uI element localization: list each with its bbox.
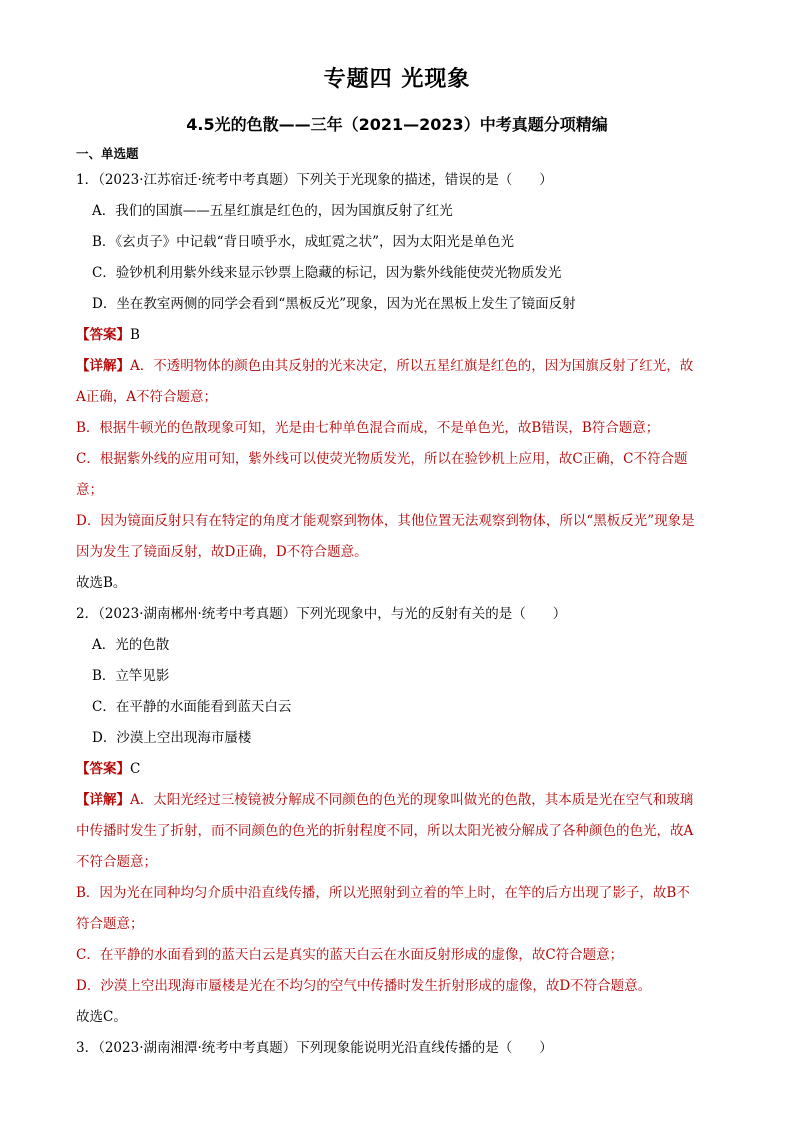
option-b: B．《玄贞子》中记载“背日喷乎水，成虹霓之状”，因为太阳光是单色光 bbox=[92, 234, 514, 250]
answer-label: 【答案】 bbox=[76, 327, 130, 343]
detail-text: 意； bbox=[76, 482, 103, 498]
question-stem: 3．（2023·湖南湘潭·统考中考真题）下列现象能说明光沿直线传播的是（ ） bbox=[76, 1040, 553, 1056]
answer-line bbox=[76, 754, 726, 785]
option-c: C．在平静的水面能看到蓝天白云 bbox=[92, 699, 292, 715]
detail-text: B．根据牛顿光的色散现象可知，光是由七种单色混合而成，不是单色光，故B错误，B符合题意； bbox=[76, 420, 660, 436]
detail-text: 符合题意； bbox=[76, 916, 144, 932]
option-d: D．沙漠上空出现海市蜃楼 bbox=[92, 730, 252, 746]
detail-text: 中传播时发生了折射，而不同颜色的色光的折射程度不同，所以太阳光被分解成了各种颜色的色光，故A bbox=[76, 823, 694, 839]
detail-text: 不符合题意； bbox=[76, 854, 157, 870]
detail-label: 【详解】 bbox=[76, 358, 130, 374]
question-2 bbox=[76, 599, 726, 1033]
section-heading: 一、单选题 bbox=[76, 146, 139, 161]
detail-text: A．太阳光经过三棱镜被分解成不同颜色的色光的现象叫做光的色散，其本质是光在空气和玻璃 bbox=[130, 792, 694, 808]
page-title: 专题四 光现象 bbox=[323, 67, 471, 92]
detail-text: D．因为镜面反射只有在特定的角度才能观察到物体，其他位置无法观察到物体，所以“黑板反光”现象是 bbox=[76, 513, 695, 529]
detail-text: A．不透明物体的颜色由其反射的光来决定，所以五星红旗是红色的，因为国旗反射了红光，故 bbox=[130, 358, 694, 374]
answer-label: 【答案】 bbox=[76, 761, 130, 777]
detail-text: B．因为光在同种均匀介质中沿直线传播，所以光照射到立着的竿上时，在竿的后方出现了影子，故B不 bbox=[76, 885, 690, 901]
detail-text: D．沙漠上空出现海市蜃楼是光在不均匀的空气中传播时发生折射形成的虚像，故D不符合题意。 bbox=[76, 978, 652, 994]
question-1 bbox=[76, 165, 726, 599]
option-c: C．验钞机利用紫外线来显示钞票上隐藏的标记，因为紫外线能使荧光物质发光 bbox=[92, 265, 562, 281]
detail-label: 【详解】 bbox=[76, 792, 130, 808]
detail-text: 因为发生了镜面反射，故D正确，D不符合题意。 bbox=[76, 544, 368, 560]
page-subtitle: 4.5光的色散——三年（2021—2023）中考真题分项精编 bbox=[186, 115, 608, 134]
detail-text: C．根据紫外线的应用可知，紫外线可以使荧光物质发光，所以在验钞机上应用，故C正确，C不符合题 bbox=[76, 451, 688, 467]
conclusion: 故选B。 bbox=[76, 575, 127, 591]
answer-line bbox=[76, 320, 726, 351]
question-stem: 2．（2023·湖南郴州·统考中考真题）下列光现象中，与光的反射有关的是（ ） bbox=[76, 606, 567, 622]
option-d: D．坐在教室两侧的同学会看到“黑板反光”现象，因为光在黑板上发生了镜面反射 bbox=[92, 296, 576, 312]
option-b: B．立竿见影 bbox=[92, 668, 170, 684]
answer-value: B bbox=[130, 327, 140, 343]
detail-line bbox=[76, 785, 726, 816]
conclusion: 故选C。 bbox=[76, 1009, 127, 1025]
detail-text: C．在平静的水面看到的蓝天白云是真实的蓝天白云在水面反射形成的虚像，故C符合题意； bbox=[76, 947, 624, 963]
document-body bbox=[76, 143, 726, 1064]
detail-line bbox=[76, 351, 726, 382]
detail-text: A正确，A不符合题意； bbox=[76, 389, 217, 405]
answer-value: C bbox=[130, 761, 141, 777]
question-3 bbox=[76, 1033, 726, 1064]
option-a: A．我们的国旗——五星红旗是红色的，因为国旗反射了红光 bbox=[92, 203, 453, 219]
option-a: A．光的色散 bbox=[92, 637, 170, 653]
question-stem: 1．（2023·江苏宿迁·统考中考真题）下列关于光现象的描述，错误的是（ ） bbox=[76, 172, 553, 188]
